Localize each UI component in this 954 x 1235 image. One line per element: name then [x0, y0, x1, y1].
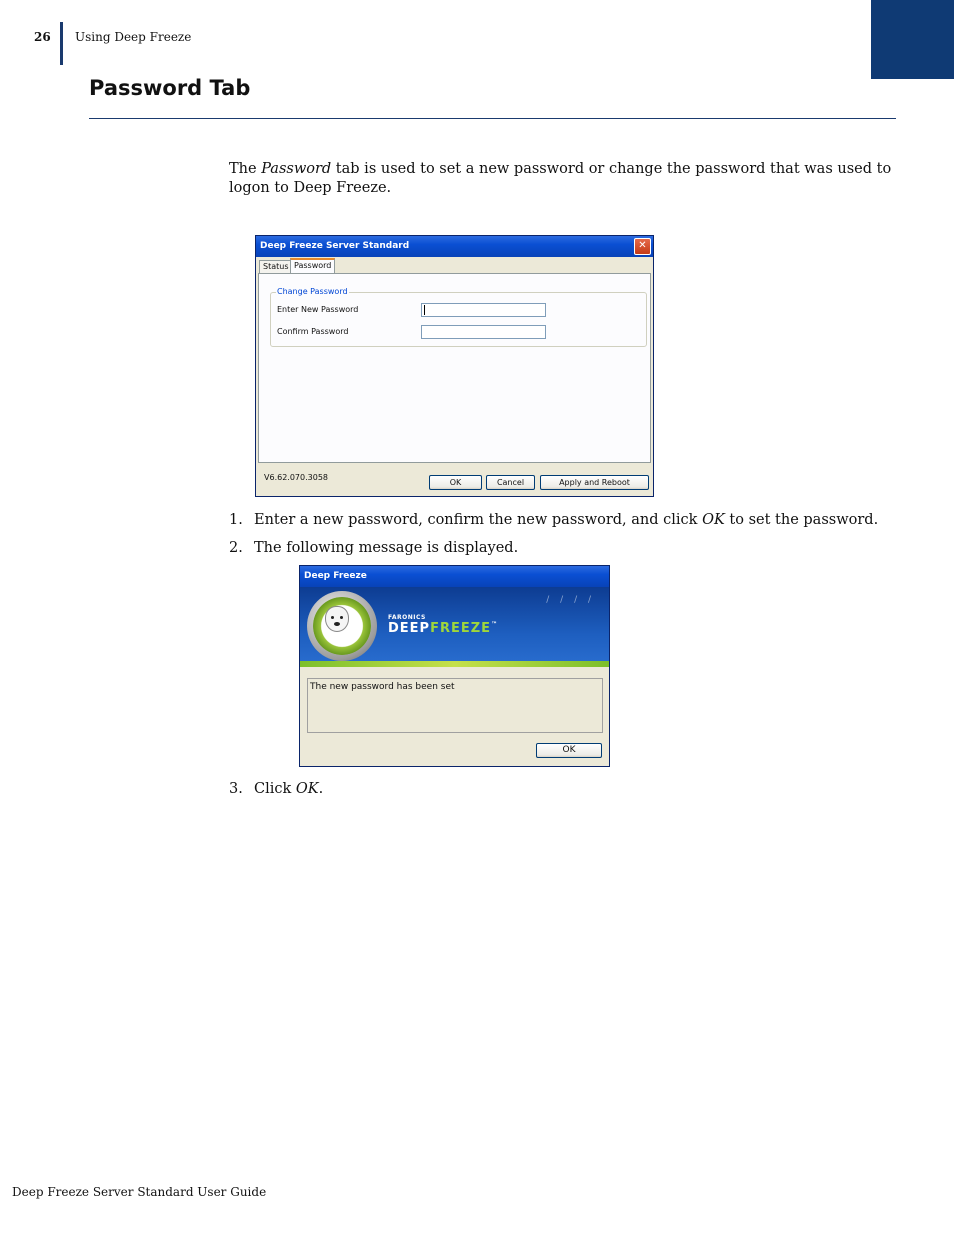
page-footer: Deep Freeze Server Standard User Guide	[12, 1185, 267, 1199]
page-number: 26	[34, 30, 51, 44]
intro-after: tab is used to set a new password or change the password that was used to logon to Deep Freeze.	[229, 161, 892, 196]
step-before: Click	[254, 781, 296, 797]
bear-eye	[340, 616, 343, 619]
polar-bear-logo-icon	[307, 591, 377, 661]
new-password-input[interactable]	[421, 303, 546, 317]
brand-faronics: FARONICS	[388, 614, 426, 621]
title-rule	[89, 118, 896, 119]
tab-status[interactable]: Status	[259, 260, 293, 274]
brand-deep: DEEP	[388, 621, 431, 636]
window-titlebar	[256, 236, 653, 257]
banner-stripes: / / / /	[546, 595, 595, 605]
bear-nose	[334, 622, 340, 626]
step-before: The following message is displayed.	[254, 540, 519, 556]
confirm-password-label: Confirm Password	[277, 327, 349, 336]
new-password-label: Enter New Password	[277, 305, 359, 314]
password-set-message-window	[299, 565, 610, 767]
deep-freeze-banner	[300, 587, 609, 667]
intro-before: The	[229, 161, 262, 177]
brand-trademark: ™	[491, 621, 499, 628]
ok-button[interactable]: OK	[429, 475, 482, 490]
step-after: .	[318, 781, 324, 797]
message-titlebar	[300, 566, 609, 587]
running-head: Using Deep Freeze	[75, 30, 192, 44]
step-number: 3.	[229, 781, 243, 797]
message-text: The new password has been set	[310, 682, 455, 692]
window-title: Deep Freeze Server Standard	[260, 241, 410, 251]
version-label: V6.62.070.3058	[264, 473, 328, 482]
tab-password[interactable]: Password	[290, 258, 335, 275]
confirm-password-input[interactable]	[421, 325, 546, 339]
close-icon[interactable]: ✕	[634, 238, 651, 255]
bear-eye	[331, 616, 334, 619]
text-caret	[424, 305, 425, 315]
step-item	[229, 511, 878, 530]
message-text-box	[307, 678, 603, 733]
apply-and-reboot-button[interactable]: Apply and Reboot	[540, 475, 649, 490]
step-item	[229, 780, 323, 799]
brand-freeze: FREEZE	[430, 621, 492, 636]
password-tab-window	[255, 235, 654, 497]
message-window-title: Deep Freeze	[304, 571, 367, 581]
step-emphasis: OK	[702, 512, 725, 528]
step-emphasis: OK	[295, 781, 319, 797]
step-before: Enter a new password, confirm the new password, and click	[254, 512, 703, 528]
header-divider	[60, 22, 63, 65]
cancel-button[interactable]: Cancel	[486, 475, 535, 490]
group-legend: Change Password	[277, 287, 348, 296]
intro-paragraph	[229, 160, 897, 198]
section-title: Password Tab	[89, 76, 251, 100]
step-number: 2.	[229, 540, 243, 556]
intro-emphasis: Password	[261, 161, 332, 177]
step-number: 1.	[229, 512, 243, 528]
password-tab-panel	[258, 273, 651, 463]
brand-deepfreeze	[388, 621, 498, 636]
step-after: to set the password.	[724, 512, 879, 528]
change-password-group	[270, 287, 647, 347]
banner-green-strip	[300, 661, 609, 667]
message-ok-button[interactable]: OK	[536, 743, 602, 758]
bear-face	[325, 606, 349, 632]
corner-accent-block	[871, 0, 954, 79]
step-item	[229, 539, 518, 558]
